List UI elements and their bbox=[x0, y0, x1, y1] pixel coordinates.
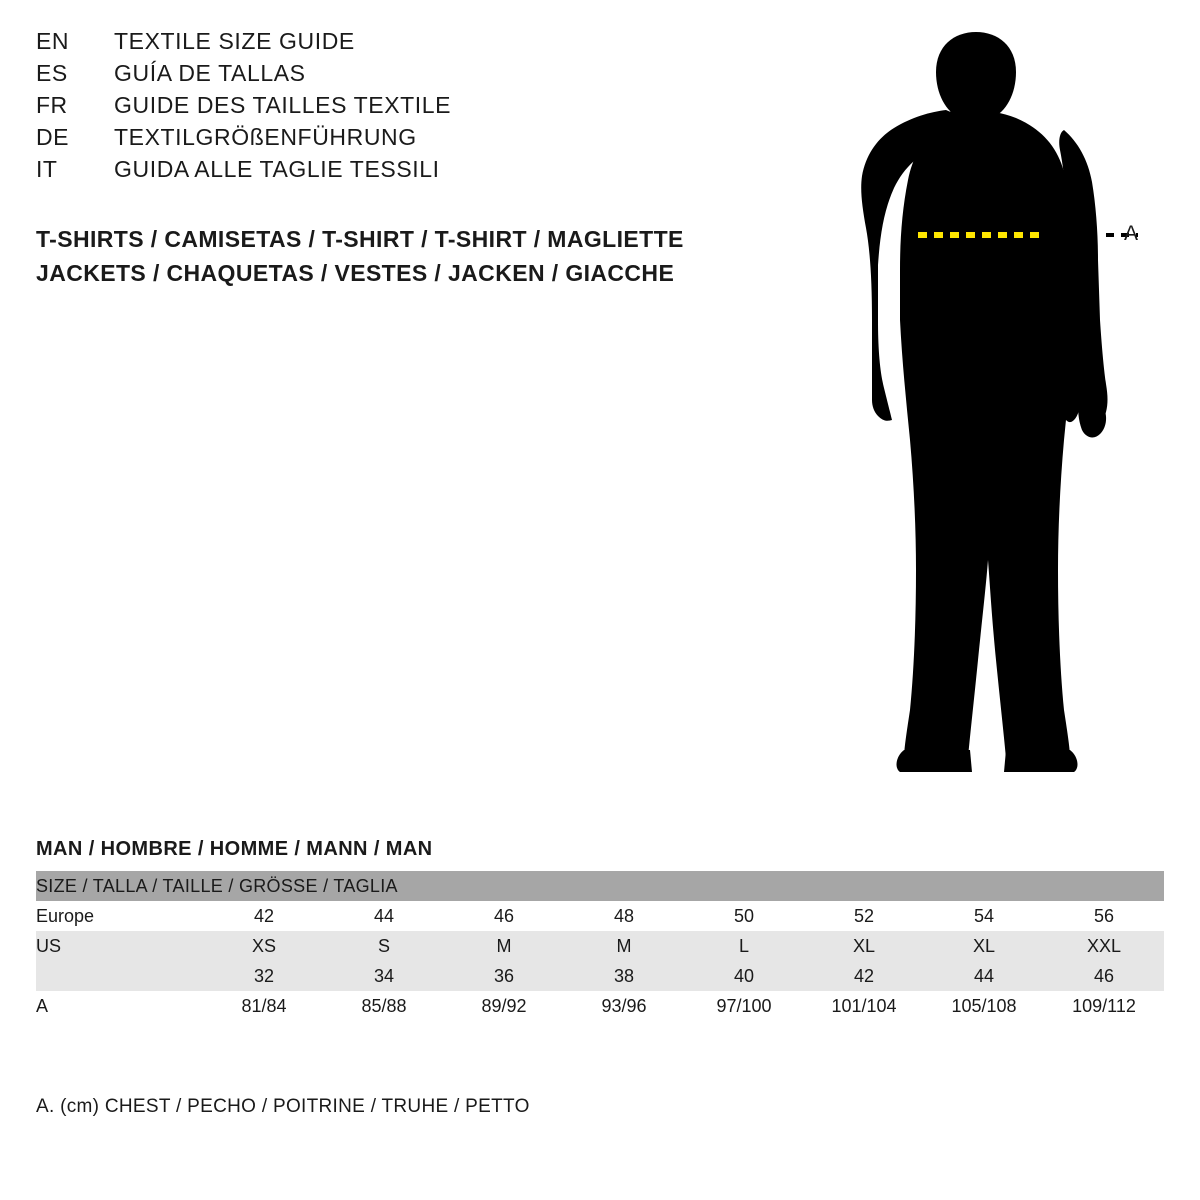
table-cell: 97/100 bbox=[684, 991, 804, 1021]
table-cell: 54 bbox=[924, 901, 1044, 931]
table-cell: 42 bbox=[804, 961, 924, 991]
table-cell: 46 bbox=[444, 901, 564, 931]
table-row bbox=[36, 991, 1164, 1021]
table-cell: 52 bbox=[804, 901, 924, 931]
table-row bbox=[36, 961, 1164, 991]
language-text: TEXTILE SIZE GUIDE bbox=[114, 28, 355, 54]
garment-type-list bbox=[36, 222, 684, 290]
table-header-label: SIZE / TALLA / TAILLE / GRÖSSE / TAGLIA bbox=[36, 871, 1164, 901]
footnote-chest-measure: A. (cm) CHEST / PECHO / POITRINE / TRUHE / PETTO bbox=[36, 1096, 530, 1117]
table-cell: 109/112 bbox=[1044, 991, 1164, 1021]
table-cell: 56 bbox=[1044, 901, 1164, 931]
language-row-es bbox=[36, 60, 796, 92]
language-code: DE bbox=[36, 124, 69, 150]
language-row-en bbox=[36, 28, 796, 60]
language-code: ES bbox=[36, 60, 68, 86]
table-cell: XS bbox=[204, 931, 324, 961]
row-label bbox=[36, 961, 204, 991]
table-cell: 46 bbox=[1044, 961, 1164, 991]
language-text: GUÍA DE TALLAS bbox=[114, 60, 306, 86]
table-cell: XL bbox=[924, 931, 1044, 961]
table-cell: 81/84 bbox=[204, 991, 324, 1021]
language-text: GUIDE DES TAILLES TEXTILE bbox=[114, 92, 452, 118]
table-header-row bbox=[36, 871, 1164, 901]
table-cell: XL bbox=[804, 931, 924, 961]
size-table bbox=[36, 871, 1164, 1021]
language-code: EN bbox=[36, 28, 69, 54]
table-cell: 36 bbox=[444, 961, 564, 991]
table-cell: 101/104 bbox=[804, 991, 924, 1021]
language-code: IT bbox=[36, 156, 58, 182]
table-cell: 89/92 bbox=[444, 991, 564, 1021]
garment-line-jackets: JACKETS / CHAQUETAS / VESTES / JACKEN / GIACCHE bbox=[36, 260, 675, 286]
table-cell: 32 bbox=[204, 961, 324, 991]
table-row bbox=[36, 931, 1164, 961]
language-text: GUIDA ALLE TAGLIE TESSILI bbox=[114, 156, 440, 182]
table-cell: 42 bbox=[204, 901, 324, 931]
table-cell: M bbox=[444, 931, 564, 961]
size-table-section bbox=[36, 838, 1164, 1021]
table-cell: 48 bbox=[564, 901, 684, 931]
language-row-it bbox=[36, 156, 796, 188]
table-cell: 93/96 bbox=[564, 991, 684, 1021]
row-label: US bbox=[36, 931, 204, 961]
head-shape bbox=[936, 32, 1016, 118]
table-cell: 50 bbox=[684, 901, 804, 931]
table-cell: 44 bbox=[324, 901, 444, 931]
row-label: A bbox=[36, 991, 204, 1021]
table-section-title: MAN / HOMBRE / HOMME / MANN / MAN bbox=[36, 838, 433, 860]
row-label: Europe bbox=[36, 901, 204, 931]
table-cell: M bbox=[564, 931, 684, 961]
language-list bbox=[36, 28, 796, 188]
garment-line-tshirts: T-SHIRTS / CAMISETAS / T-SHIRT / T-SHIRT / MAGLIETTE bbox=[36, 226, 684, 252]
language-row-fr bbox=[36, 92, 796, 124]
table-cell: 34 bbox=[324, 961, 444, 991]
right-foot-shape bbox=[1004, 750, 1077, 772]
table-cell: L bbox=[684, 931, 804, 961]
table-cell: XXL bbox=[1044, 931, 1164, 961]
left-foot-shape bbox=[897, 750, 972, 772]
table-cell: S bbox=[324, 931, 444, 961]
table-cell: 85/88 bbox=[324, 991, 444, 1021]
silhouette-svg bbox=[820, 20, 1180, 800]
language-code: FR bbox=[36, 92, 68, 118]
language-row-de bbox=[36, 124, 796, 156]
measure-label-a: A bbox=[1124, 222, 1139, 245]
table-row bbox=[36, 901, 1164, 931]
language-text: TEXTILGRÖßENFÜHRUNG bbox=[114, 124, 417, 150]
table-cell: 105/108 bbox=[924, 991, 1044, 1021]
table-cell: 44 bbox=[924, 961, 1044, 991]
table-cell: 38 bbox=[564, 961, 684, 991]
torso-legs-shape bbox=[900, 110, 1074, 758]
body-silhouette-figure bbox=[820, 20, 1180, 800]
table-cell: 40 bbox=[684, 961, 804, 991]
